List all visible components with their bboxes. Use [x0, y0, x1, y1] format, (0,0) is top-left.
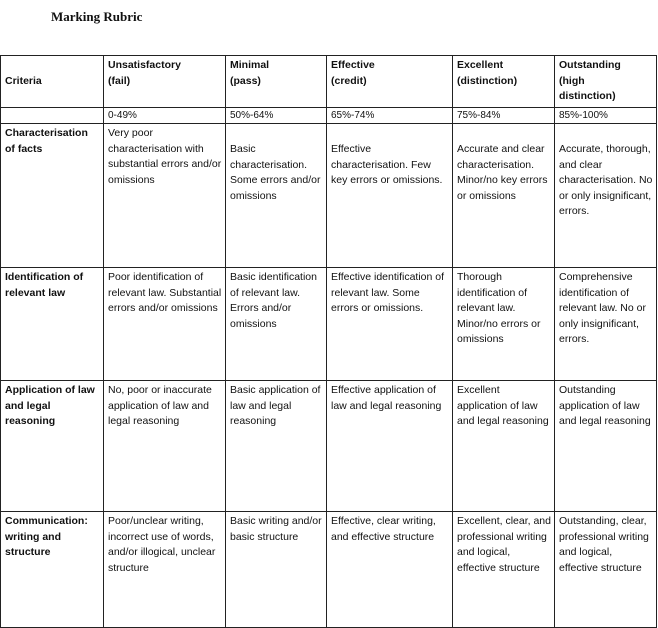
- cell: Effective, clear writing, and effective structure: [327, 512, 453, 628]
- criterion-identification: Identification of relevant law: [1, 268, 104, 381]
- cell: Accurate and clear characterisation. Minor/no key errors or omissions: [453, 124, 555, 268]
- range-row: [1, 107, 657, 124]
- range-unsatisfactory: 0-49%: [104, 107, 226, 124]
- header-criteria: Criteria: [1, 56, 104, 108]
- cell: Thorough identification of relevant law. Minor/no errors or omissions: [453, 268, 555, 381]
- cell: Outstanding application of law and legal reasoning: [555, 381, 657, 512]
- cell: Basic characterisation. Some errors and/or omissions: [226, 124, 327, 268]
- range-criteria: [1, 107, 104, 124]
- cell: Effective identification of relevant law. Some errors or omissions.: [327, 268, 453, 381]
- cell: Excellent application of law and legal reasoning: [453, 381, 555, 512]
- criterion-application: Application of law and legal reasoning: [1, 381, 104, 512]
- range-outstanding: 85%-100%: [555, 107, 657, 124]
- rubric-row-communication: [1, 512, 657, 628]
- document-title: Marking Rubric: [51, 9, 143, 24]
- rubric-table: [0, 55, 657, 628]
- cell: Poor/unclear writing, incorrect use of words, and/or illogical, unclear structure: [104, 512, 226, 628]
- rubric-row-identification: [1, 268, 657, 381]
- cell: Excellent, clear, and professional writing and logical, effective structure: [453, 512, 555, 628]
- header-minimal: Minimal (pass): [226, 56, 327, 108]
- header-effective: Effective (credit): [327, 56, 453, 108]
- criterion-communication: Communication: writing and structure: [1, 512, 104, 628]
- range-excellent: 75%-84%: [453, 107, 555, 124]
- rubric-row-application: [1, 381, 657, 512]
- cell: Basic application of law and legal reasoning: [226, 381, 327, 512]
- cell: Basic writing and/or basic structure: [226, 512, 327, 628]
- range-minimal: 50%-64%: [226, 107, 327, 124]
- header-excellent: Excellent (distinction): [453, 56, 555, 108]
- rubric-row-characterisation: [1, 124, 657, 268]
- criterion-characterisation: Characterisation of facts: [1, 124, 104, 268]
- cell: No, poor or inaccurate application of law and legal reasoning: [104, 381, 226, 512]
- cell: Effective characterisation. Few key errors or omissions.: [327, 124, 453, 268]
- cell: Basic identification of relevant law. Errors and/or omissions: [226, 268, 327, 381]
- cell: Accurate, thorough, and clear characterisation. No or only insignificant, errors.: [555, 124, 657, 268]
- header-unsatisfactory: Unsatisfactory (fail): [104, 56, 226, 108]
- cell: Poor identification of relevant law. Substantial errors and/or omissions: [104, 268, 226, 381]
- cell: Comprehensive identification of relevant law. No or only insignificant, errors.: [555, 268, 657, 381]
- cell: Very poor characterisation with substantial errors and/or omissions: [104, 124, 226, 268]
- cell: Effective application of law and legal reasoning: [327, 381, 453, 512]
- header-outstanding: Outstanding (high distinction): [555, 56, 657, 108]
- cell: Outstanding, clear, professional writing and logical, effective structure: [555, 512, 657, 628]
- range-effective: 65%-74%: [327, 107, 453, 124]
- header-row: [1, 56, 657, 108]
